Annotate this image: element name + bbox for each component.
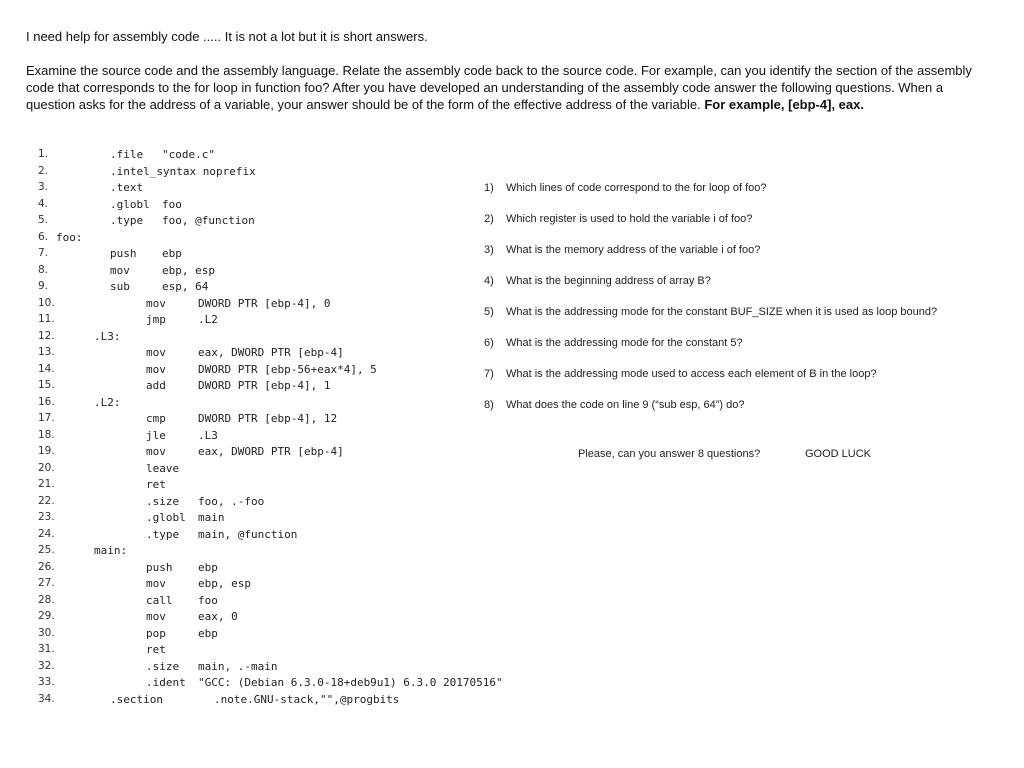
code-mnemonic: push — [110, 247, 137, 260]
line-number: 7. — [38, 247, 49, 259]
question-text: What is the addressing mode for the constant BUF_SIZE when it is used as loop bound? — [506, 306, 938, 318]
code-operands: foo — [198, 593, 218, 607]
code-mnemonic: sub — [110, 280, 130, 293]
code-mnemonic: push — [146, 560, 173, 574]
line-number: 8. — [38, 263, 49, 276]
line-number: 9. — [38, 280, 49, 292]
code-mnemonic: mov — [146, 362, 166, 376]
question-item — [484, 244, 760, 256]
line-number: 31. — [38, 643, 55, 655]
code-operands: eax, DWORD PTR [ebp-4] — [198, 445, 344, 458]
code-operands: esp, 64 — [162, 280, 209, 293]
question-number: 4) — [484, 275, 494, 287]
question-item — [484, 182, 767, 194]
code-operands: ebp, esp — [198, 577, 251, 590]
line-number: 12. — [38, 329, 55, 342]
code-mnemonic: mov — [146, 296, 166, 310]
line-number: 3. — [38, 181, 49, 193]
code-operands: .L3 — [198, 428, 218, 442]
question-number: 1) — [484, 182, 494, 194]
line-number: 5. — [38, 214, 49, 226]
code-mnemonic: .type — [146, 527, 180, 541]
code-operands: DWORD PTR [ebp-4], 1 — [198, 379, 331, 392]
question-item — [484, 306, 937, 318]
line-number: 28. — [38, 593, 55, 606]
question-number: 2) — [484, 213, 494, 225]
line-number: 27. — [38, 577, 55, 589]
code-operands: "code.c" — [162, 148, 215, 161]
line-number: 11. — [38, 313, 55, 325]
code-mnemonic: .type — [110, 214, 144, 227]
instructions-text: Examine the source code and the assembly language. Relate the assembly code back to the source code. For example, can you identify the section of the assembly code that corresponds to the for loop in function foo? After you have developed an understanding of the assembly code answer the following questions. When a question asks for the address of a variable, your answer should be of the form of the effective address of the variable. — [26, 63, 972, 112]
code-operands: foo, .-foo — [198, 494, 265, 508]
code-operands: ebp, esp — [162, 263, 215, 277]
code-mnemonic: pop — [146, 626, 166, 640]
question-number: 5) — [484, 306, 494, 318]
line-number: 10. — [38, 296, 55, 309]
question-text: What is the addressing mode used to access each element of B in the loop? — [506, 368, 877, 380]
code-label: .L3: — [94, 329, 121, 343]
code-operands: ebp — [162, 247, 182, 260]
line-number: 34. — [38, 692, 55, 705]
line-number: 19. — [38, 445, 55, 457]
line-number: 32. — [38, 659, 55, 672]
help-request-text: I need help for assembly code ..... It is not a lot but it is short answers. — [26, 29, 428, 44]
code-operands: .L2 — [198, 313, 218, 326]
question-text: What is the addressing mode for the constant 5? — [506, 337, 743, 349]
question-item — [484, 337, 743, 349]
code-label: foo: — [56, 230, 83, 244]
instructions-paragraph — [26, 62, 986, 113]
question-item — [484, 213, 752, 225]
code-label: .L2: — [94, 395, 121, 409]
question-text: What is the memory address of the variable i of foo? — [506, 244, 761, 256]
question-item — [484, 399, 744, 411]
line-number: 13. — [38, 346, 55, 358]
code-mnemonic: add — [146, 379, 166, 392]
question-number: 3) — [484, 244, 494, 256]
code-operands: main — [198, 511, 225, 524]
code-mnemonic: .text — [110, 181, 144, 194]
question-number: 7) — [484, 368, 494, 380]
code-mnemonic: .intel_syntax noprefix — [110, 164, 256, 178]
code-mnemonic: .file — [110, 148, 144, 161]
code-operands: ebp — [198, 560, 218, 574]
question-item — [484, 368, 877, 380]
good-luck-text: GOOD LUCK — [805, 448, 872, 460]
question-text: What does the code on line 9 (“sub esp, 64”) do? — [506, 399, 745, 411]
code-operands: DWORD PTR [ebp-4], 12 — [198, 412, 338, 425]
line-number: 22. — [38, 494, 55, 507]
code-mnemonic: ret — [146, 643, 166, 656]
code-operands: main, @function — [198, 527, 298, 541]
code-operands: "GCC: (Debian 6.3.0-18+deb9u1) 6.3.0 20170516" — [198, 676, 503, 689]
code-label: main: — [94, 544, 128, 557]
line-number: 30. — [38, 626, 55, 639]
line-number: 4. — [38, 197, 49, 210]
question-number: 8) — [484, 399, 494, 411]
line-number: 2. — [38, 164, 49, 177]
question-text: Which lines of code correspond to the for loop of foo? — [506, 182, 767, 194]
line-number: 18. — [38, 428, 55, 441]
line-number: 29. — [38, 610, 55, 622]
code-mnemonic: mov — [146, 346, 166, 359]
code-operands: eax, 0 — [198, 610, 238, 623]
code-mnemonic: call — [146, 593, 173, 607]
line-number: 33. — [38, 676, 55, 688]
line-number: 23. — [38, 511, 55, 523]
code-mnemonic: mov — [146, 610, 166, 623]
code-mnemonic: leave — [146, 461, 180, 475]
instructions-example: For example, [ebp-4], eax. — [704, 97, 864, 112]
line-number: 25. — [38, 544, 55, 556]
line-number: 1. — [38, 148, 49, 160]
code-mnemonic: .section — [110, 692, 163, 706]
question-item — [484, 275, 711, 287]
code-operands: main, .-main — [198, 659, 278, 673]
please-answer-text: Please, can you answer 8 questions? — [578, 448, 761, 460]
question-text: Which register is used to hold the variable i of foo? — [506, 213, 753, 225]
line-number: 6. — [38, 230, 49, 243]
code-mnemonic: .size — [146, 494, 180, 508]
line-number: 24. — [38, 527, 55, 540]
code-mnemonic: .globl — [146, 511, 186, 524]
line-number: 20. — [38, 461, 55, 474]
line-number: 14. — [38, 362, 55, 375]
line-number: 26. — [38, 560, 55, 573]
intro-block — [26, 28, 986, 113]
code-mnemonic: .size — [146, 659, 180, 673]
code-mnemonic: ret — [146, 478, 166, 491]
line-number: 21. — [38, 478, 55, 490]
code-operands: foo — [162, 197, 182, 211]
code-mnemonic: mov — [146, 445, 166, 458]
code-mnemonic: .ident — [146, 676, 186, 689]
code-operands: ebp — [198, 626, 218, 640]
question-text: What is the beginning address of array B? — [506, 275, 711, 287]
code-operands: .note.GNU-stack,"",@progbits — [214, 692, 400, 706]
code-mnemonic: jmp — [146, 313, 166, 326]
code-mnemonic: cmp — [146, 412, 166, 425]
code-operands: DWORD PTR [ebp-4], 0 — [198, 296, 331, 310]
code-mnemonic: .globl — [110, 197, 150, 211]
line-number: 15. — [38, 379, 55, 391]
code-mnemonic: jle — [146, 428, 166, 442]
code-operands: foo, @function — [162, 214, 255, 227]
question-number: 6) — [484, 337, 494, 349]
code-operands: eax, DWORD PTR [ebp-4] — [198, 346, 344, 359]
line-number: 16. — [38, 395, 55, 408]
line-number: 17. — [38, 412, 55, 424]
code-operands: DWORD PTR [ebp-56+eax*4], 5 — [198, 362, 377, 376]
code-mnemonic: mov — [110, 263, 130, 277]
code-mnemonic: mov — [146, 577, 166, 590]
